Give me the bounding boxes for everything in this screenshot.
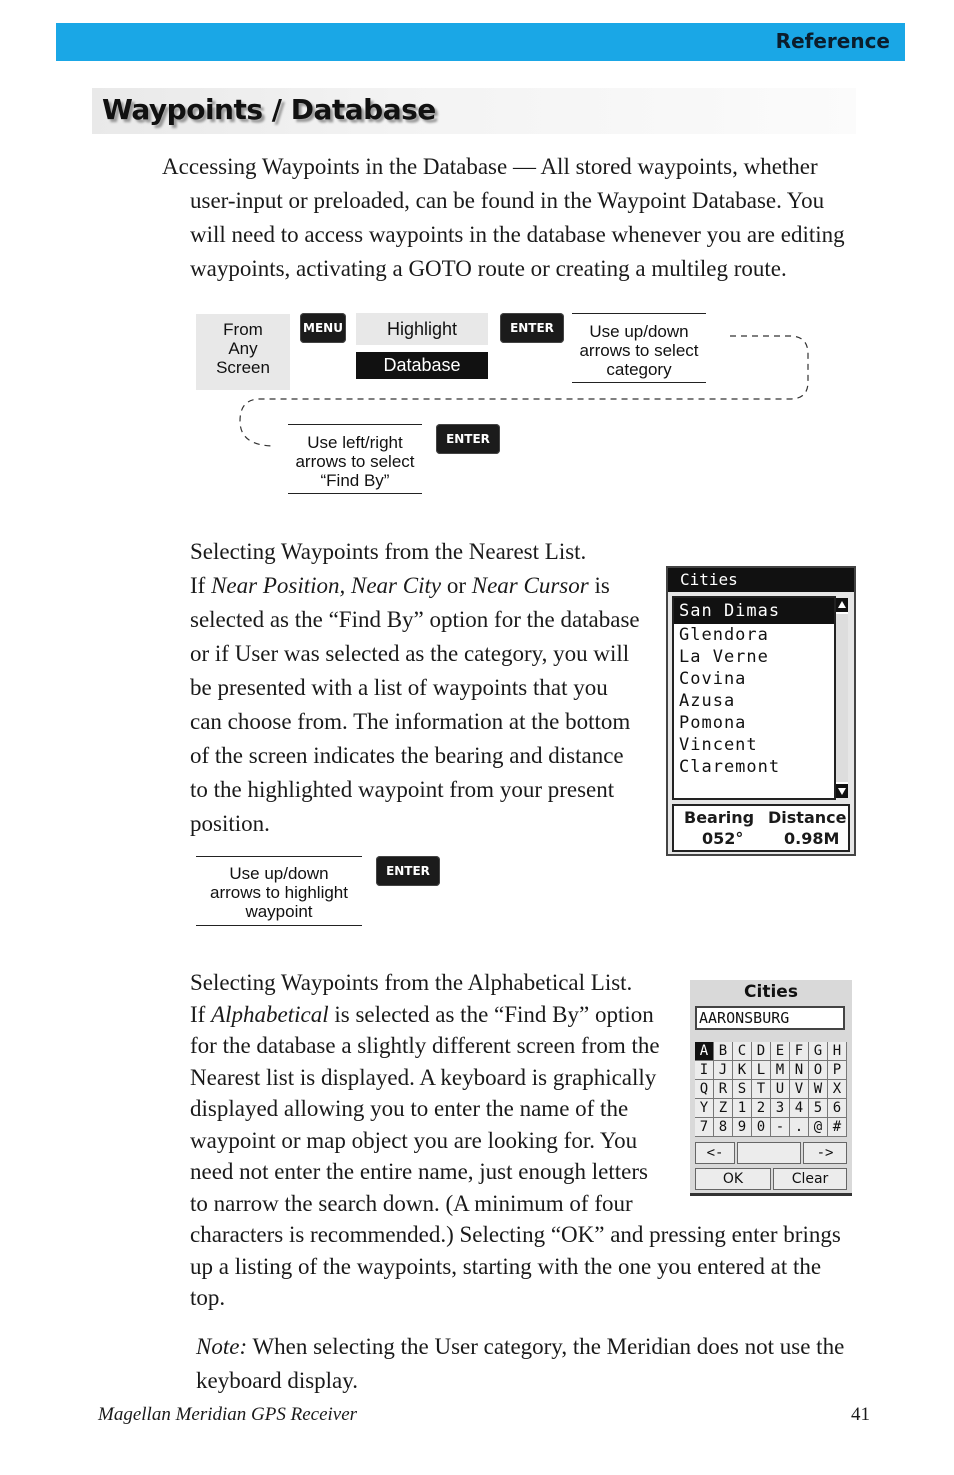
keyboard-grid <box>695 1042 851 1137</box>
device-list-title: Cities <box>668 568 854 592</box>
nearest-paragraph <box>190 535 660 841</box>
bearing-label: Bearing <box>684 808 755 827</box>
device-nearest-screen <box>666 566 856 856</box>
alpha-line: waypoint or map object you are looking for. You <box>190 1127 638 1153</box>
page-title: Waypoints / Database <box>102 93 436 126</box>
keyboard-key[interactable]: W <box>809 1080 828 1099</box>
nearest-line: can choose from. The information at the bottom <box>190 709 631 734</box>
keyboard-key[interactable]: V <box>790 1080 809 1099</box>
leftright-line: Use left/right <box>307 433 403 452</box>
keyboard-key[interactable]: X <box>828 1080 847 1099</box>
list-item[interactable]: San Dimas <box>674 598 834 624</box>
note-line <box>196 1330 876 1364</box>
keyboard-key[interactable]: F <box>790 1042 809 1061</box>
keyboard-key[interactable]: 3 <box>771 1099 790 1118</box>
leftright-line: arrows to select <box>295 452 415 471</box>
keyboard-key[interactable]: 9 <box>733 1118 752 1137</box>
scrollbar-arrows-icon <box>836 598 848 798</box>
keyboard-key[interactable]: L <box>752 1061 771 1080</box>
bearing-value: 052° <box>702 829 744 848</box>
distance-value: 0.98M <box>784 829 840 848</box>
updown-highlight-box <box>196 856 362 926</box>
highlight-box: Highlight <box>356 313 488 345</box>
nearest-line: of the screen indicates the bearing and distance <box>190 743 624 768</box>
accessing-first-line <box>162 150 862 184</box>
leftright-line: “Find By” <box>320 471 390 490</box>
accessing-line: waypoints, activating a GOTO route or creating a multileg route. <box>190 256 787 281</box>
alpha-line: up a listing of the waypoints, starting with the one you entered at the <box>190 1253 822 1279</box>
keyboard-key[interactable]: R <box>714 1080 733 1099</box>
footer-product: Magellan Meridian GPS Receiver <box>98 1404 358 1425</box>
name-input[interactable]: AARONSBURG <box>695 1006 845 1030</box>
alpha-line: Nearest list is displayed. A keyboard is graphically <box>190 1064 657 1090</box>
keyboard-key[interactable]: @ <box>809 1118 828 1137</box>
accessing-dash: — <box>507 154 541 179</box>
keyboard-key[interactable]: I <box>695 1061 714 1080</box>
list-item[interactable]: Pomona <box>679 713 747 733</box>
keyboard-key[interactable]: T <box>752 1080 771 1099</box>
alpha-text: is selected as the “Find By” option <box>328 1001 654 1027</box>
alpha-italic: Alphabetical <box>211 1001 329 1027</box>
alpha-heading: Selecting Waypoints from the Alphabetical List. <box>190 970 633 995</box>
enter-key: ENTER <box>436 424 500 454</box>
keyboard-key[interactable]: - <box>771 1118 790 1137</box>
alpha-text: If <box>190 1001 212 1027</box>
keyboard-key[interactable]: U <box>771 1080 790 1099</box>
keyboard-key[interactable]: # <box>828 1118 847 1137</box>
updown-line: arrows to select <box>579 341 699 360</box>
nearest-heading: Selecting Waypoints from the Nearest List. <box>190 539 587 564</box>
alpha-line: need not enter the entire name, just enough letters <box>190 1159 648 1184</box>
keyboard-key[interactable]: B <box>714 1042 733 1061</box>
left-arrow-key[interactable]: <- <box>695 1142 735 1164</box>
keyboard-key[interactable]: D <box>752 1042 771 1061</box>
ok-button[interactable]: OK <box>695 1168 771 1190</box>
keyboard-key[interactable]: S <box>733 1080 752 1099</box>
keyboard-title: Cities <box>744 982 798 1002</box>
keyboard-key[interactable]: 5 <box>809 1099 828 1118</box>
nearest-line <box>190 569 660 603</box>
from-line: Any <box>228 339 258 358</box>
list-item[interactable]: Glendora <box>679 625 769 645</box>
updown-line: Use up/down <box>589 322 689 341</box>
list-item[interactable]: Covina <box>679 669 747 689</box>
alpha-line: for the database a slightly different screen from the <box>190 1033 660 1058</box>
note-line: keyboard display. <box>196 1368 359 1393</box>
note-paragraph <box>196 1330 876 1398</box>
nearest-line: to the highlighted waypoint from your present <box>190 777 615 802</box>
database-box: Database <box>356 352 488 379</box>
accessing-text-first: All stored waypoints, whether <box>540 154 818 179</box>
keyboard-key[interactable]: 4 <box>790 1099 809 1118</box>
distance-label: Distance <box>768 808 847 827</box>
keyboard-key[interactable]: 2 <box>752 1099 771 1118</box>
clear-button[interactable]: Clear <box>773 1168 847 1190</box>
keyboard-key[interactable]: O <box>809 1061 828 1080</box>
list-item[interactable]: Vincent <box>679 735 758 755</box>
bearing-distance-panel <box>672 804 850 852</box>
keyboard-key[interactable]: Z <box>714 1099 733 1118</box>
leftright-findby-box <box>288 424 422 494</box>
spacebar-key[interactable] <box>737 1142 801 1164</box>
keyboard-key[interactable]: M <box>771 1061 790 1080</box>
keyboard-key[interactable]: H <box>828 1042 847 1061</box>
nearest-line: be presented with a list of waypoints that you <box>190 675 608 700</box>
alpha-line: top. <box>190 1285 226 1310</box>
alpha-line: characters is recommended.) Selecting “OK” and pressing enter brings <box>190 1222 841 1247</box>
note-label: Note: <box>196 1334 248 1359</box>
device-waypoint-list <box>672 596 836 800</box>
accessing-heading: Accessing Waypoints in the Database <box>162 154 508 179</box>
section-banner <box>56 23 905 61</box>
accessing-line: will need to access waypoints in the database whenever you are editing <box>190 222 845 247</box>
section-label: Reference <box>775 29 890 53</box>
device-keyboard-screen <box>690 980 852 1196</box>
nearest-italic: Near Cursor <box>471 573 589 598</box>
keyboard-key[interactable]: Y <box>695 1099 714 1118</box>
keyboard-key[interactable]: N <box>790 1061 809 1080</box>
keyboard-key[interactable]: G <box>809 1042 828 1061</box>
right-arrow-key[interactable]: -> <box>803 1142 847 1164</box>
from-line: Screen <box>216 358 270 377</box>
updown-line: Use up/down <box>229 864 329 883</box>
updown-line: arrows to highlight <box>210 883 348 902</box>
note-text: When selecting the User category, the Meridian does not use the <box>247 1334 845 1359</box>
keyboard-key[interactable]: Q <box>695 1080 714 1099</box>
keyboard-key[interactable]: . <box>790 1118 809 1137</box>
keyboard-key[interactable]: E <box>771 1042 790 1061</box>
menu-key: MENU <box>300 313 346 343</box>
list-item[interactable]: La Verne <box>679 647 769 667</box>
nearest-line: position. <box>190 811 270 836</box>
updown-line: category <box>606 360 672 379</box>
nearest-text: is <box>588 573 610 598</box>
list-item[interactable]: Azusa <box>679 691 736 711</box>
enter-key: ENTER <box>500 313 564 343</box>
keyboard-key[interactable]: 6 <box>828 1099 847 1118</box>
keyboard-key[interactable]: 8 <box>714 1118 733 1137</box>
accessing-line: user-input or preloaded, can be found in the Waypoint Database. You <box>190 188 825 213</box>
keyboard-key[interactable]: 7 <box>695 1118 714 1137</box>
nearest-italic: Near Position, Near City <box>211 573 442 598</box>
scrollbar[interactable] <box>834 598 848 798</box>
nearest-text: If <box>190 573 212 598</box>
updown-line: waypoint <box>245 902 313 921</box>
nearest-line: or if User was selected as the category, you will <box>190 641 630 666</box>
keyboard-key[interactable]: A <box>695 1042 714 1061</box>
page-number: 41 <box>851 1404 870 1425</box>
enter-key: ENTER <box>376 856 440 886</box>
keyboard-key[interactable]: J <box>714 1061 733 1080</box>
keyboard-key[interactable]: P <box>828 1061 847 1080</box>
nearest-line: selected as the “Find By” option for the database <box>190 607 640 632</box>
nearest-text: or <box>441 573 472 598</box>
from-line: From <box>223 320 263 339</box>
keyboard-key[interactable]: 1 <box>733 1099 752 1118</box>
accessing-paragraph <box>162 150 862 286</box>
list-item[interactable]: Claremont <box>679 757 781 777</box>
keyboard-key[interactable]: 0 <box>752 1118 771 1137</box>
alpha-line: displayed allowing you to enter the name of the <box>190 1096 629 1121</box>
keyboard-key[interactable]: K <box>733 1061 752 1080</box>
alpha-line: to narrow the search down. (A minimum of four <box>190 1190 633 1216</box>
keyboard-key[interactable]: C <box>733 1042 752 1061</box>
